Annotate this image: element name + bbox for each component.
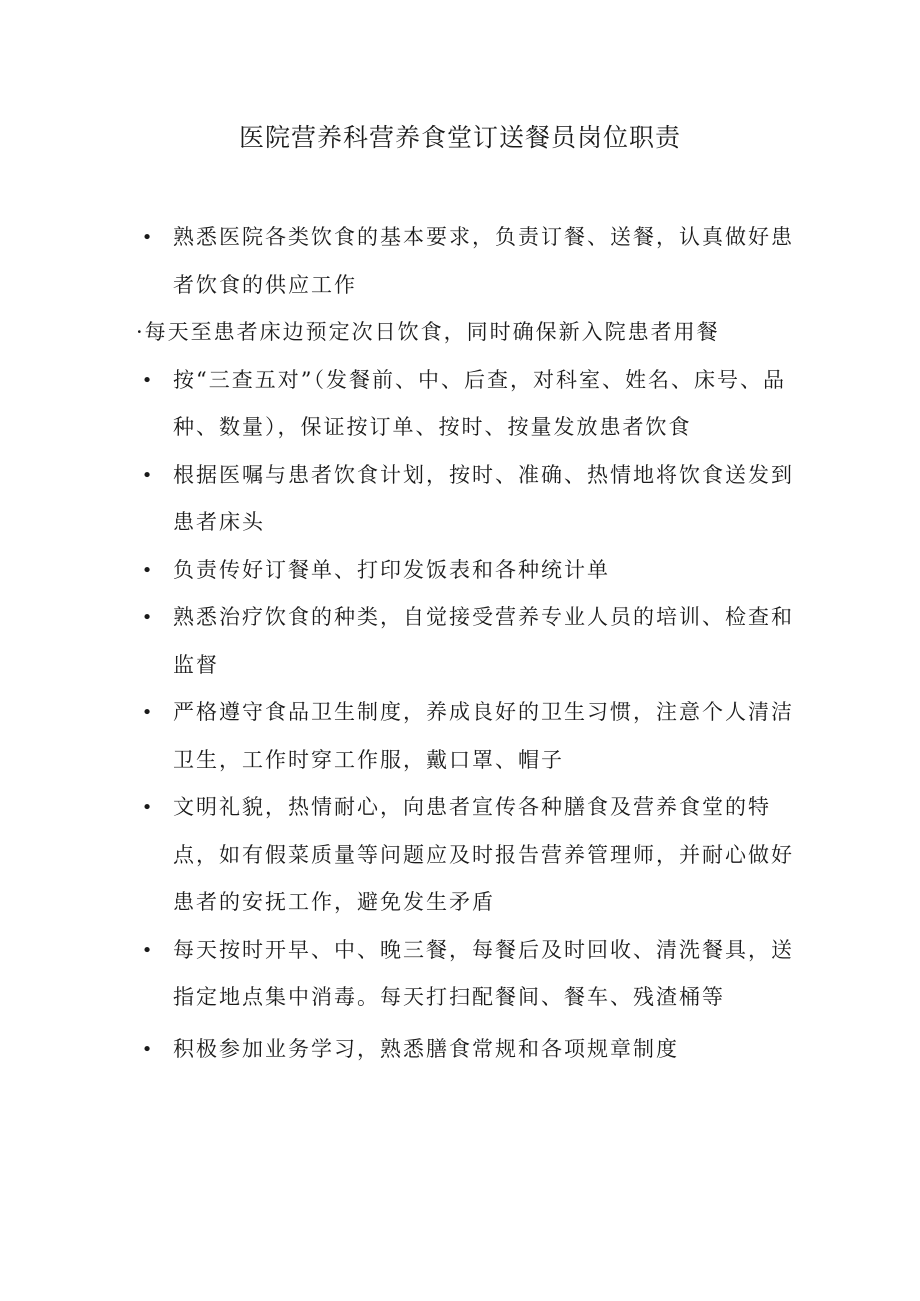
list-item (0, 309, 816, 357)
list-item (0, 594, 798, 689)
document-title: 医院营养科营养食堂订送餐员岗位职责 (238, 123, 681, 152)
list-item (0, 214, 798, 309)
bullet-icon: • (141, 464, 155, 486)
list-item-text: 严格遵守食品卫生制度，养成良好的卫生习惯，注意个人清洁卫生，工作时穿工作服，戴口罩、帽子 (173, 700, 794, 772)
list-item-text: 熟悉治疗饮食的种类，自觉接受营养专业人员的培训、检查和监督 (173, 605, 794, 677)
list-item (0, 452, 798, 547)
list-item (0, 927, 798, 1022)
list-item (0, 357, 798, 452)
bullet-icon: • (141, 1038, 155, 1060)
bullet-icon: • (141, 797, 155, 818)
list-item-text: 按“三查五对”（发餐前、中、后查，对科室、姓名、床号、品种、数量），保证按订单、按时、按量发放患者饮食 (173, 367, 786, 439)
list-item (0, 1026, 798, 1074)
list-item-text: 负责传好订餐单、打印发饭表和各种统计单 (173, 557, 610, 582)
list-item (0, 547, 798, 595)
list-item-text: ·每天至患者床边预定次日饮食，同时确保新入院患者用餐 (136, 320, 720, 344)
bullet-icon: • (141, 227, 155, 248)
duty-list (0, 214, 920, 1073)
bullet-icon: • (141, 939, 155, 961)
list-item-text: 每天按时开早、中、晚三餐，每餐后及时回收、清洗餐具，送指定地点集中消毒。每天打扫配餐间、餐车、残渣桶等 (173, 937, 794, 1009)
list-item-text: 熟悉医院各类饮食的基本要求，负责订餐、送餐，认真做好患者饮食的供应工作 (173, 225, 794, 297)
bullet-icon: • (141, 369, 155, 391)
bullet-icon: • (141, 559, 155, 581)
list-item-text: 积极参加业务学习，熟悉膳食常规和各项规章制度 (173, 1036, 679, 1061)
bullet-icon: • (141, 702, 155, 723)
list-item (0, 689, 798, 784)
list-item-text: 文明礼貌，热情耐心，向患者宣传各种膳食及营养食堂的特点，如有假菜质量等问题应及时报告营养管理师，并耐心做好患者的安抚工作，避免发生矛盾 (173, 795, 794, 914)
list-item (0, 784, 798, 927)
bullet-icon: • (141, 607, 155, 628)
list-item-text: 根据医嘱与患者饮食计划，按时、准确、热情地将饮食送发到患者床头 (173, 462, 794, 534)
